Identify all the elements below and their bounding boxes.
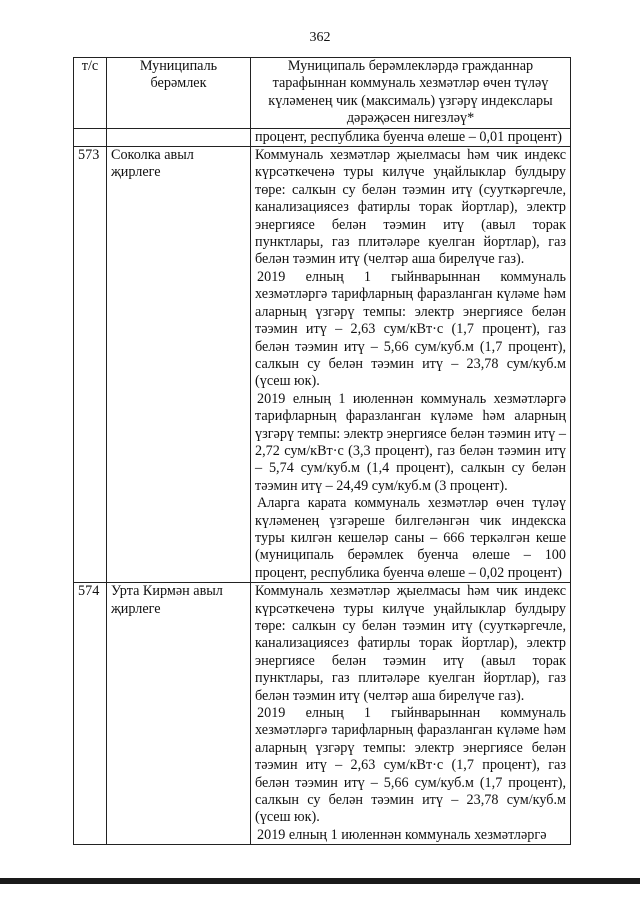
scan-edge-bar bbox=[0, 878, 640, 884]
header-number: т/с bbox=[74, 58, 107, 129]
description-paragraph: Коммуналь хезмәтләр җыелмасы һәм чик индекс күрсәткеченә туры килүче уңайлыклар булдыру төре: салкын су белән тәэмин итү (сууткәргечле, канализациясез фатирлы торак йортлар), электр энергиясе белән тәэмин итү (авыл торак пунктлары, газ плитәләре куелган йортлар), газ белән тәэмин итү (челтәр аша бирелүче газ). bbox=[255, 583, 566, 704]
continuation-text: процент, республика буенча өлеше – 0,01 процент) bbox=[255, 128, 562, 145]
description-paragraph: 2019 елның 1 гыйнварыннан коммуналь хезмәтләргә тарифларның фаразланган күләме һәм аларның үзгәрү темпы: электр энергиясе белән тәэмин итү – 2,63 сум/кВт·с (1,7 процент), газ белән тәэмин итү – 5,66 сум/куб.м (1,7 процент), салкын су белән тәэмин итү – 23,78 сум/куб.м (үсеш юк). bbox=[255, 268, 566, 390]
description-paragraph: Аларга карата коммуналь хезмәтләр өчен түләү күләменең үзгәреше билгеләнгән чик индекска туры килгән кешеләр саны – 666 теркәлгән кеше (муниципаль берәмлек буенча өлеше – 100 процент, республика буенча өлеше – 0,02 процент) bbox=[255, 495, 566, 581]
header-description: Муниципаль берәмлекләрдә гражданнар тарафыннан коммуналь хезмәтләр өчен түләү күләменең чик (максималь) үзгәрү индекслары дәрәҗәсен нигезләү* bbox=[251, 58, 571, 129]
description-paragraph: 2019 елның 1 июленнән коммуналь хезмәтләргә тарифларның фаразланган күләме һәм аларның үзгәрү темпы: электр энергиясе белән тәэмин итү – 2,72 сум/кВт·с (3,3 процент), газ белән тәэмин итү – 5,74 сум/куб.м (1,4 процент), салкын су белән тәэмин итү – 24,49 сум/куб.м (3 процент). bbox=[255, 390, 566, 494]
table-row bbox=[74, 583, 571, 845]
row-number: 573 bbox=[74, 147, 107, 583]
description-paragraph: 2019 елның 1 гыйнварыннан коммуналь хезмәтләргә тарифларның фаразланган күләме һәм аларның үзгәрү темпы: электр энергиясе белән тәэмин итү – 2,63 сум/кВт·с (1,7 процент), газ белән тәэмин итү – 5,66 сум/куб.м (1,7 процент), салкын су белән тәэмин итү – 23,78 сум/куб.м (үсеш юк). bbox=[255, 705, 566, 826]
indices-table bbox=[73, 57, 571, 845]
page-number: 362 bbox=[309, 30, 331, 45]
description-paragraph: Коммуналь хезмәтләр җыелмасы һәм чик индекс күрсәткеченә туры килүче уңайлыклар булдыру төре: салкын су белән тәэмин итү (сууткәргечле, канализациясез фатирлы торак йортлар), электр энергиясе белән тәэмин итү (авыл торак пунктлары, газ плитәләре куелган йортлар), газ белән тәэмин итү (челтәр аша бирелүче газ). bbox=[255, 147, 566, 268]
row-number: 574 bbox=[74, 583, 107, 845]
continuation-municipality-cell bbox=[107, 128, 251, 146]
row-municipality: Соколка авыл җирлеге bbox=[107, 147, 251, 583]
continuation-num-cell bbox=[74, 128, 107, 146]
row-description bbox=[251, 583, 571, 845]
table-header-row bbox=[74, 58, 571, 129]
description-paragraph: 2019 елның 1 июленнән коммуналь хезмәтләргә bbox=[257, 826, 547, 843]
row-municipality: Урта Кирмән авыл җирлеге bbox=[107, 583, 251, 845]
row-description bbox=[251, 147, 571, 583]
table-row-continuation bbox=[74, 128, 571, 146]
continuation-description-cell bbox=[251, 128, 571, 146]
header-municipality: Муниципаль берәмлек bbox=[107, 58, 251, 129]
table-row bbox=[74, 147, 571, 583]
